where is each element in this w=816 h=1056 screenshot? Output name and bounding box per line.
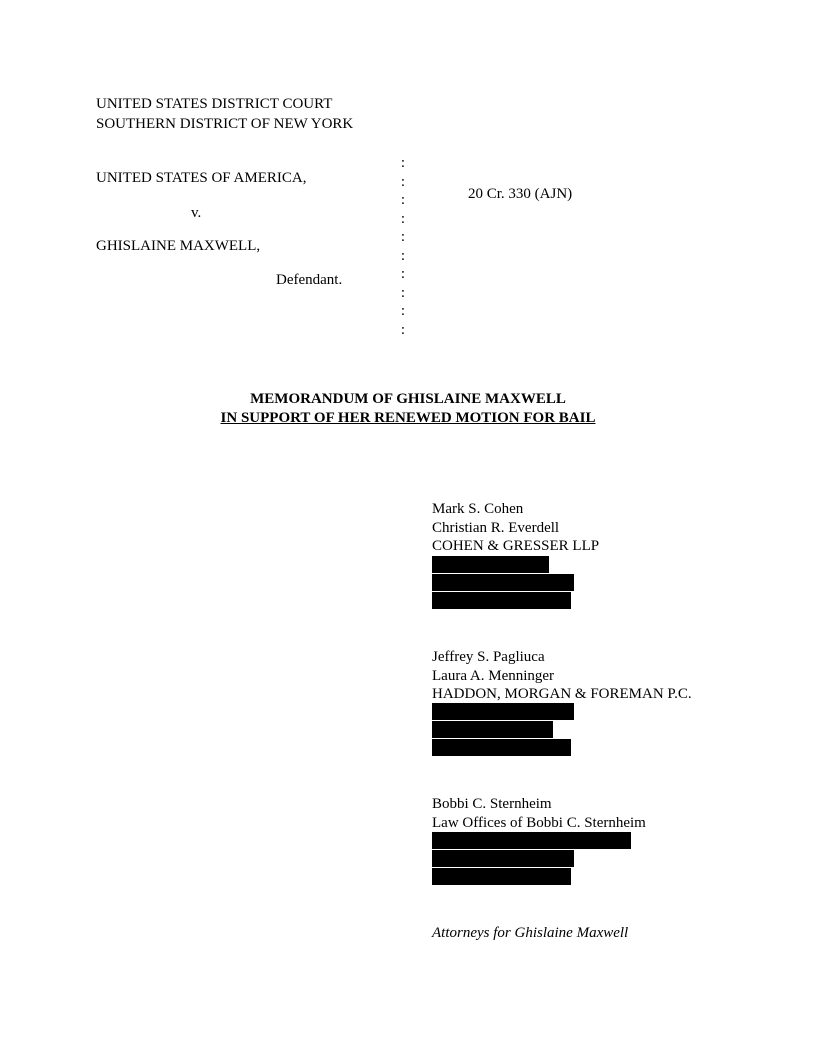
case-number: 20 Cr. 330 (AJN): [468, 186, 573, 202]
redaction-bar: [432, 556, 549, 573]
redaction-bar: [432, 592, 571, 609]
caption-colon-column: : : : : : : : : : :: [400, 155, 406, 338]
counsel-name: Mark S. Cohen: [432, 501, 524, 517]
counsel-block-sternheim: [432, 795, 646, 832]
counsel-name: Laura A. Menninger: [432, 667, 555, 684]
redaction-bar: [432, 574, 574, 591]
counsel-block-haddon-morgan: [432, 648, 692, 704]
counsel-block-cohen-gresser: [432, 500, 599, 556]
counsel-name: Jeffrey S. Pagliuca: [432, 649, 545, 665]
redaction-bar: [432, 721, 553, 738]
court-name-line1: UNITED STATES DISTRICT COURT: [96, 96, 333, 112]
redaction-bar: [432, 832, 631, 849]
plaintiff-name: UNITED STATES OF AMERICA,: [96, 170, 307, 186]
defendant-role: Defendant.: [276, 272, 343, 288]
redaction-bar: [432, 868, 571, 885]
law-firm-name: COHEN & GRESSER LLP: [432, 538, 600, 554]
versus-label: v.: [191, 205, 202, 221]
document-title-line2: IN SUPPORT OF HER RENEWED MOTION FOR BAIL: [220, 410, 596, 426]
court-name-line2: SOUTHERN DISTRICT OF NEW YORK: [96, 116, 354, 132]
law-firm-name: HADDON, MORGAN & FOREMAN P.C.: [432, 686, 692, 702]
counsel-name: Bobbi C. Sternheim: [432, 796, 552, 812]
counsel-name: Christian R. Everdell: [432, 519, 560, 536]
attorneys-for-line: Attorneys for Ghislaine Maxwell: [432, 925, 629, 941]
redaction-bar: [432, 850, 574, 867]
document-title-line1: MEMORANDUM OF GHISLAINE MAXWELL: [250, 391, 566, 407]
redaction-bar: [432, 739, 571, 756]
law-firm-name: Law Offices of Bobbi C. Sternheim: [432, 814, 646, 831]
redaction-bar: [432, 703, 574, 720]
defendant-name: GHISLAINE MAXWELL,: [96, 238, 261, 254]
